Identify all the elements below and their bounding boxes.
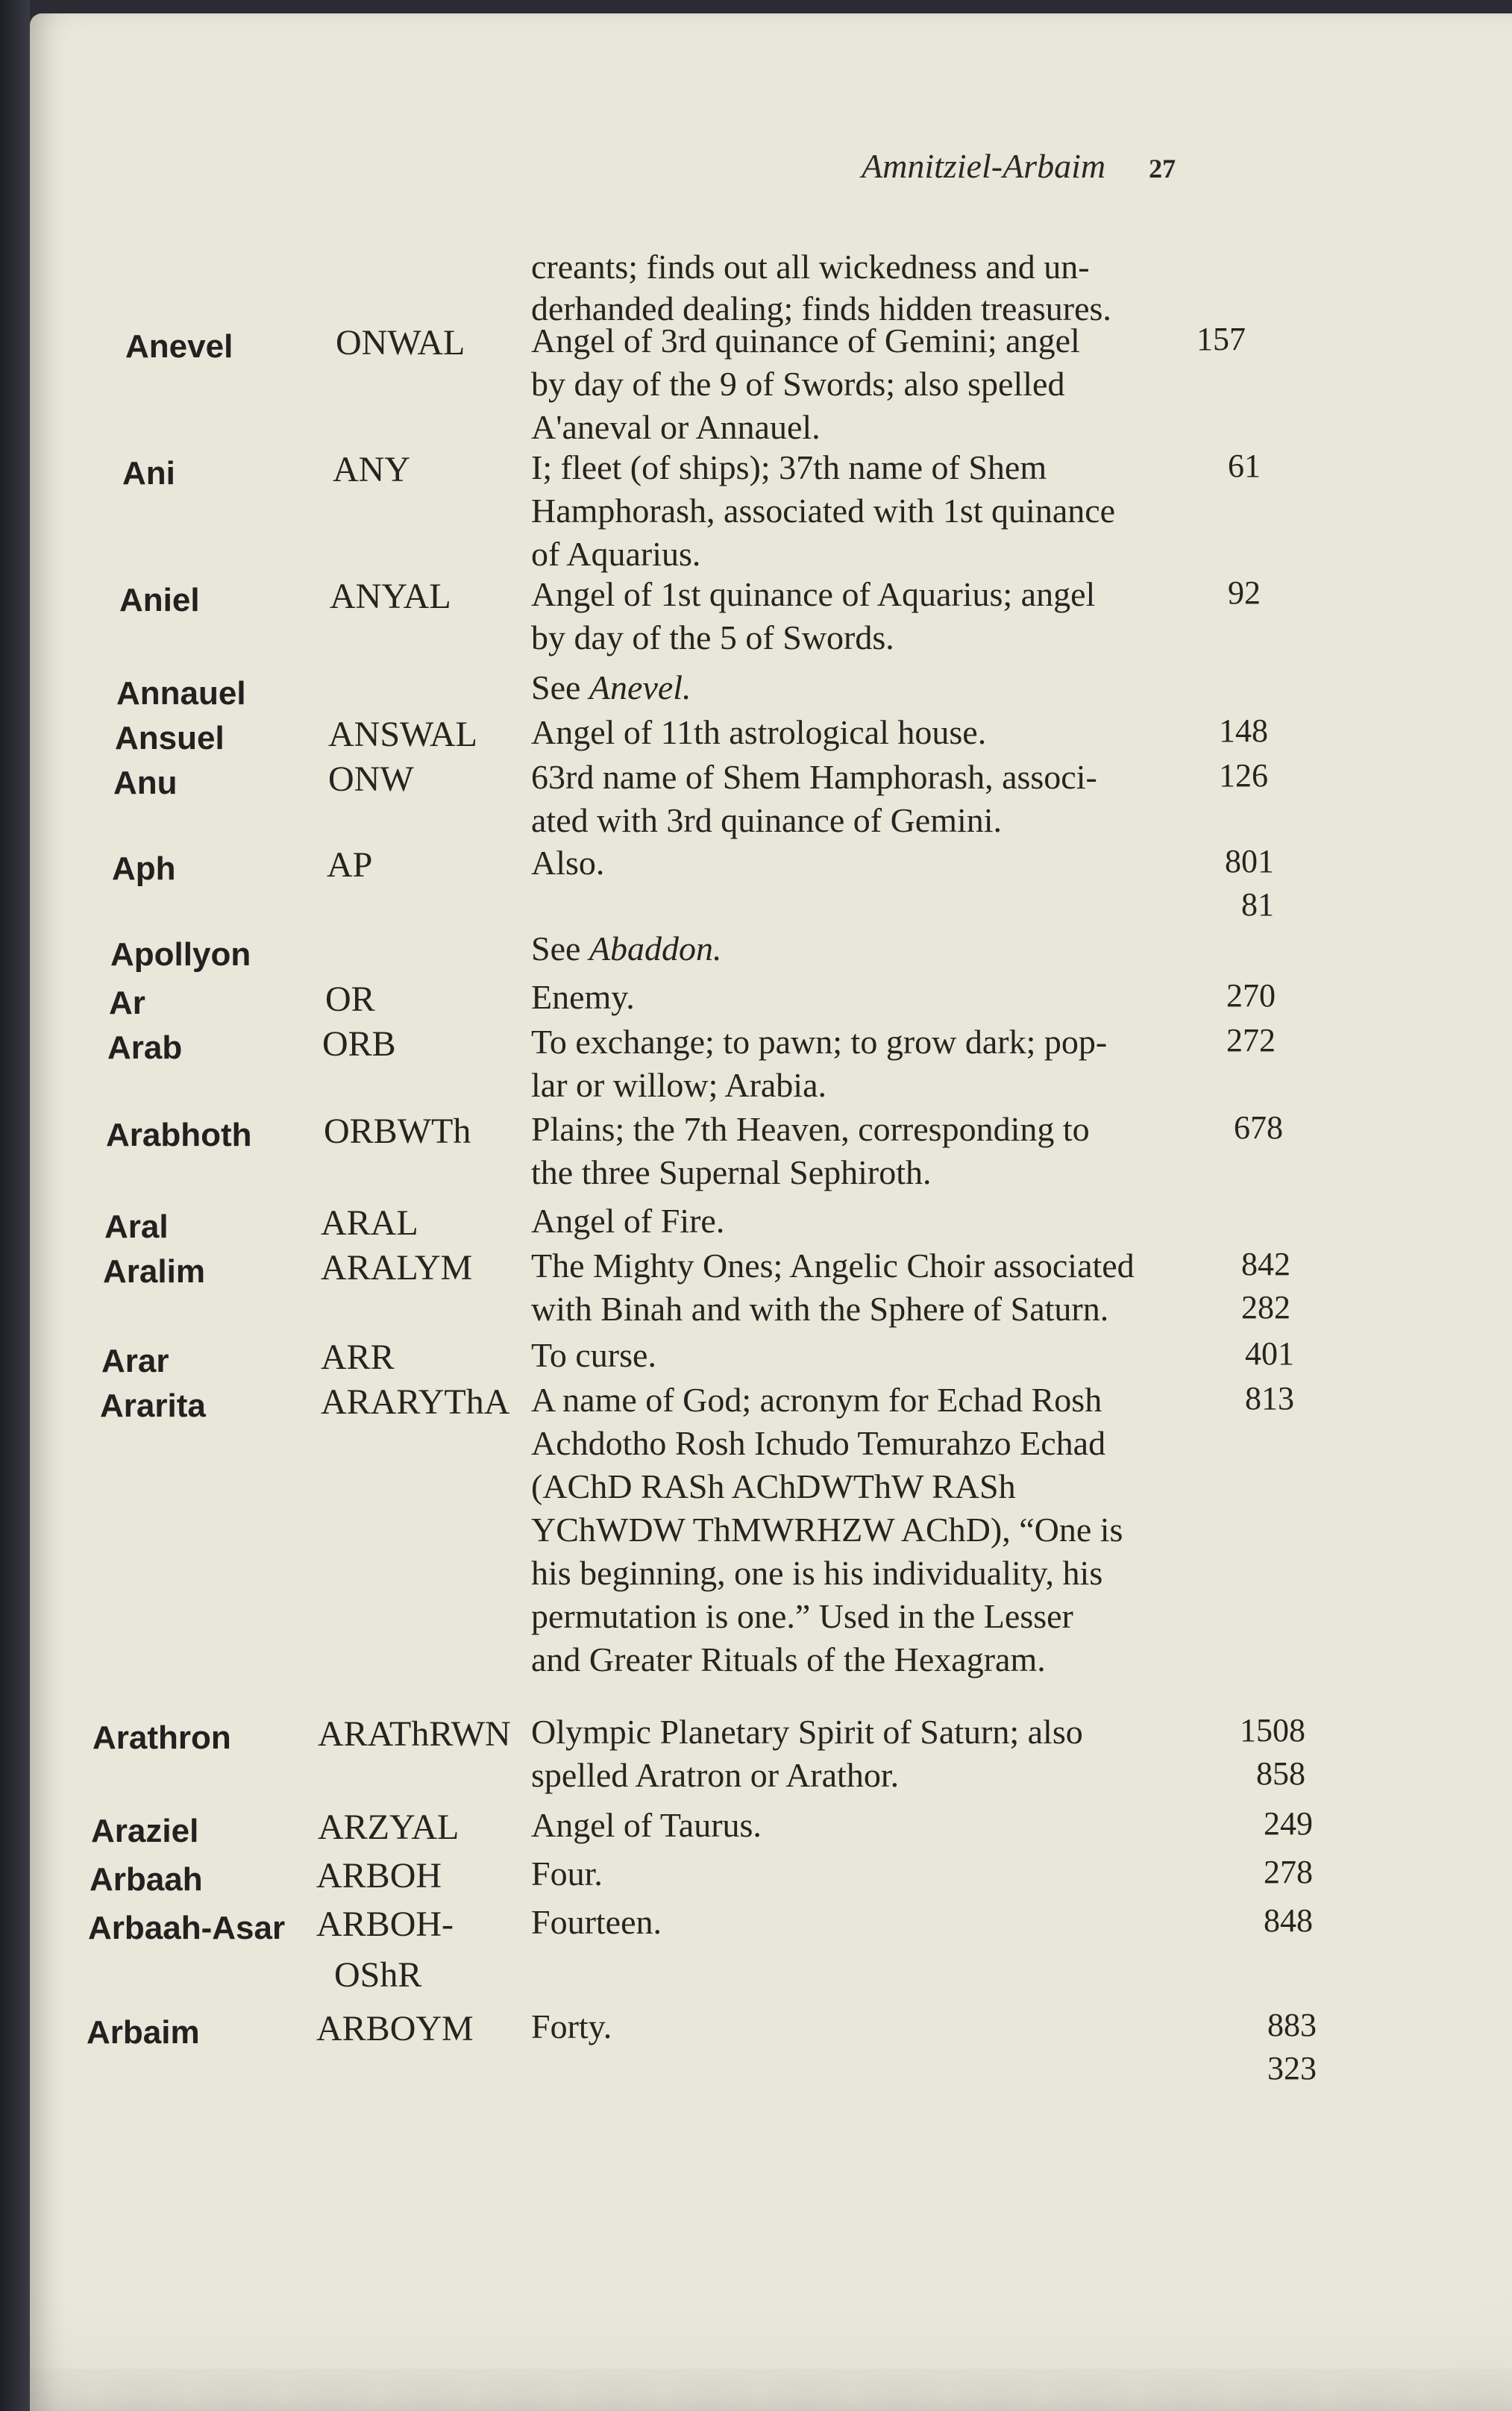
entry-term: Arbaah <box>90 1861 203 1898</box>
entry-definition <box>531 1108 1188 1194</box>
gematria-value: 81 <box>1241 886 1274 923</box>
page-number: 27 <box>1149 154 1176 184</box>
entry-transliteration: ONW <box>328 759 414 799</box>
gematria-values <box>1185 840 1274 927</box>
gematria-value: 842 <box>1241 1246 1290 1282</box>
definition-line: Olympic Planetary Spirit of Saturn; also <box>531 1713 1083 1751</box>
definition-line: The Mighty Ones; Angelic Choir associated <box>531 1247 1135 1285</box>
gematria-value: 272 <box>1226 1022 1276 1059</box>
definition-line: Plains; the 7th Heaven, corresponding to <box>531 1110 1090 1148</box>
gematria-values <box>1179 709 1268 753</box>
gematria-values <box>1171 445 1261 488</box>
entry-definition <box>531 1379 1188 1681</box>
entry-term: Ansuel <box>115 720 225 756</box>
gematria-value: 278 <box>1264 1854 1313 1890</box>
entry-transliteration-cont: OShR <box>334 1955 422 1995</box>
entry-transliteration: ARBOYM <box>316 2009 474 2048</box>
gematria-value: 883 <box>1267 2007 1317 2043</box>
gematria-value: 282 <box>1241 1289 1290 1326</box>
definition-line: Hamphorash, associated with 1st quinance <box>531 492 1116 530</box>
entry-definition <box>531 1244 1188 1331</box>
entry-transliteration: ONWAL <box>336 323 465 363</box>
gematria-value: 270 <box>1226 977 1276 1014</box>
gematria-values <box>1205 1332 1294 1376</box>
entry-transliteration: AP <box>327 845 373 885</box>
entry-term: Arathron <box>92 1719 231 1756</box>
entry-definition <box>531 1200 1188 1243</box>
gematria-values <box>1201 1243 1290 1329</box>
definition-line: (AChD RASh AChDWThW RASh <box>531 1467 1016 1505</box>
gematria-values <box>1186 974 1276 1018</box>
entry-transliteration: ARAL <box>321 1203 418 1243</box>
entry-term: Aral <box>104 1208 169 1245</box>
running-header <box>862 146 1176 186</box>
entry-transliteration: ORB <box>322 1024 396 1064</box>
gematria-values <box>1171 571 1261 615</box>
gematria-values <box>1227 2004 1317 2090</box>
definition-line: A name of God; acronym for Echad Rosh <box>531 1381 1102 1419</box>
definition-line: by day of the 9 of Swords; also spelled <box>531 365 1065 403</box>
cross-reference: Abaddon. <box>589 929 722 968</box>
entry-definition <box>531 841 1188 885</box>
definition-line: of Aquarius. <box>531 535 701 573</box>
page-edge <box>0 0 30 2411</box>
gematria-values <box>1179 754 1268 797</box>
entry-term: Arbaim <box>87 2014 200 2051</box>
definition-line: To curse. <box>531 1336 656 1374</box>
entry-definition <box>531 711 1188 754</box>
entry-definition <box>531 1020 1188 1107</box>
entry-term: Aph <box>112 850 176 887</box>
entry-definition <box>531 756 1188 842</box>
entry-term: Ar <box>109 985 145 1021</box>
entry-definition <box>531 446 1188 576</box>
entry-term: Anu <box>113 765 178 801</box>
entry-transliteration: ARBOH <box>316 1856 442 1896</box>
definition-line: permutation is one.” Used in the Lesser <box>531 1597 1073 1635</box>
definition-line: A'aneval or Annauel. <box>531 408 821 446</box>
entry-definition <box>531 1804 1188 1847</box>
definition-line: See Abaddon. <box>531 929 722 968</box>
entry-transliteration: ANSWAL <box>328 715 477 754</box>
definition-line: 63rd name of Shem Hamphorash, associ- <box>531 758 1097 796</box>
entry-term: Ararita <box>100 1388 206 1424</box>
definition-line: with Binah and with the Sphere of Saturn. <box>531 1290 1109 1328</box>
entry-term: Apollyon <box>110 936 251 973</box>
entry-transliteration: ARZYAL <box>318 1808 459 1847</box>
definition-line: the three Supernal Sephiroth. <box>531 1153 932 1191</box>
entry-definition <box>531 1711 1188 1797</box>
entry-term: Annauel <box>116 675 246 712</box>
gematria-values <box>1223 1851 1313 1894</box>
entry-transliteration: ARARYThA <box>321 1382 510 1422</box>
definition-line: Angel of 3rd quinance of Gemini; angel <box>531 322 1080 360</box>
gematria-value: 323 <box>1267 2050 1317 2086</box>
gematria-values <box>1193 1106 1283 1150</box>
entry-definition <box>531 2005 1188 2048</box>
entry-definition <box>531 1334 1188 1377</box>
definition-line: creants; finds out all wickedness and un- <box>531 248 1090 286</box>
gematria-value: 1508 <box>1240 1712 1305 1749</box>
definition-line: See Anevel. <box>531 668 691 706</box>
entry-term: Anevel <box>125 328 233 365</box>
definition-line: Angel of Taurus. <box>531 1806 762 1844</box>
entry-transliteration: ARALYM <box>321 1248 473 1288</box>
gematria-values <box>1216 1709 1305 1796</box>
gematria-value: 813 <box>1245 1380 1294 1417</box>
definition-line: I; fleet (of ships); 37th name of Shem <box>531 448 1047 486</box>
definition-line: by day of the 5 of Swords. <box>531 618 894 656</box>
definition-line: To exchange; to pawn; to grow dark; pop- <box>531 1023 1108 1061</box>
entry-transliteration: ARR <box>321 1338 395 1377</box>
continued-definition <box>531 246 1111 330</box>
entry-definition <box>531 319 1188 449</box>
definition-line: spelled Aratron or Arathor. <box>531 1756 900 1794</box>
entry-term: Aniel <box>119 582 200 618</box>
definition-line: Angel of Fire. <box>531 1202 725 1240</box>
gematria-value: 126 <box>1219 757 1268 794</box>
gematria-value: 848 <box>1264 1902 1313 1939</box>
gematria-value: 858 <box>1256 1755 1305 1792</box>
entry-term: Arab <box>107 1029 183 1066</box>
entry-term: Araziel <box>91 1813 199 1849</box>
cross-reference: Anevel. <box>589 668 691 706</box>
entry-transliteration: ARBOH- <box>316 1904 454 1944</box>
definition-line: his beginning, one is his individuality, his <box>531 1554 1103 1592</box>
entry-definition <box>531 976 1188 1019</box>
entry-term: Arar <box>101 1343 169 1379</box>
definition-line: Fourteen. <box>531 1903 662 1941</box>
gematria-value: 61 <box>1228 448 1261 484</box>
gematria-values <box>1156 318 1246 361</box>
entry-term: Aralim <box>103 1253 205 1290</box>
entry-definition <box>531 927 1188 971</box>
gematria-value: 92 <box>1228 574 1261 611</box>
definition-line: lar or willow; Arabia. <box>531 1066 827 1104</box>
definition-line: Also. <box>531 844 605 882</box>
definition-line: Achdotho Rosh Ichudo Temurahzo Echad <box>531 1424 1106 1462</box>
entry-transliteration: OR <box>325 979 375 1019</box>
gematria-value: 148 <box>1219 712 1268 749</box>
definition-line: Angel of 11th astrological house. <box>531 713 987 751</box>
gematria-value: 249 <box>1264 1805 1313 1842</box>
gematria-values <box>1186 1019 1276 1062</box>
gematria-value: 801 <box>1225 843 1274 880</box>
entry-term: Arabhoth <box>106 1117 252 1153</box>
definition-line: Four. <box>531 1855 603 1893</box>
entry-definition <box>531 573 1188 659</box>
definition-line: Enemy. <box>531 978 635 1016</box>
definition-line: ated with 3rd quinance of Gemini. <box>531 801 1003 839</box>
entry-transliteration: ANYAL <box>330 577 451 616</box>
gematria-values <box>1205 1377 1294 1420</box>
entry-term: Arbaah-Asar <box>88 1910 286 1946</box>
gematria-value: 678 <box>1234 1109 1283 1146</box>
definition-line: Angel of 1st quinance of Aquarius; angel <box>531 575 1096 613</box>
entry-definition <box>531 1852 1188 1896</box>
gematria-values <box>1223 1802 1313 1846</box>
entry-term: Ani <box>122 455 175 492</box>
gematria-value: 157 <box>1196 321 1246 357</box>
gematria-values <box>1223 1899 1313 1943</box>
entry-definition <box>531 666 1188 709</box>
entry-transliteration: ORBWTh <box>324 1112 471 1151</box>
definition-line: Forty. <box>531 2007 612 2045</box>
entry-transliteration: ANY <box>333 450 410 489</box>
entry-transliteration: ARAThRWN <box>318 1714 511 1754</box>
definition-line: and Greater Rituals of the Hexagram. <box>531 1640 1046 1678</box>
header-title: Amnitziel-Arbaim <box>862 147 1106 185</box>
definition-line: YChWDW ThMWRHZW AChD), “One is <box>531 1511 1123 1549</box>
definition-line: derhanded dealing; finds hidden treasures. <box>531 289 1111 327</box>
entry-definition <box>531 1901 1188 1944</box>
gematria-value: 401 <box>1245 1335 1294 1372</box>
